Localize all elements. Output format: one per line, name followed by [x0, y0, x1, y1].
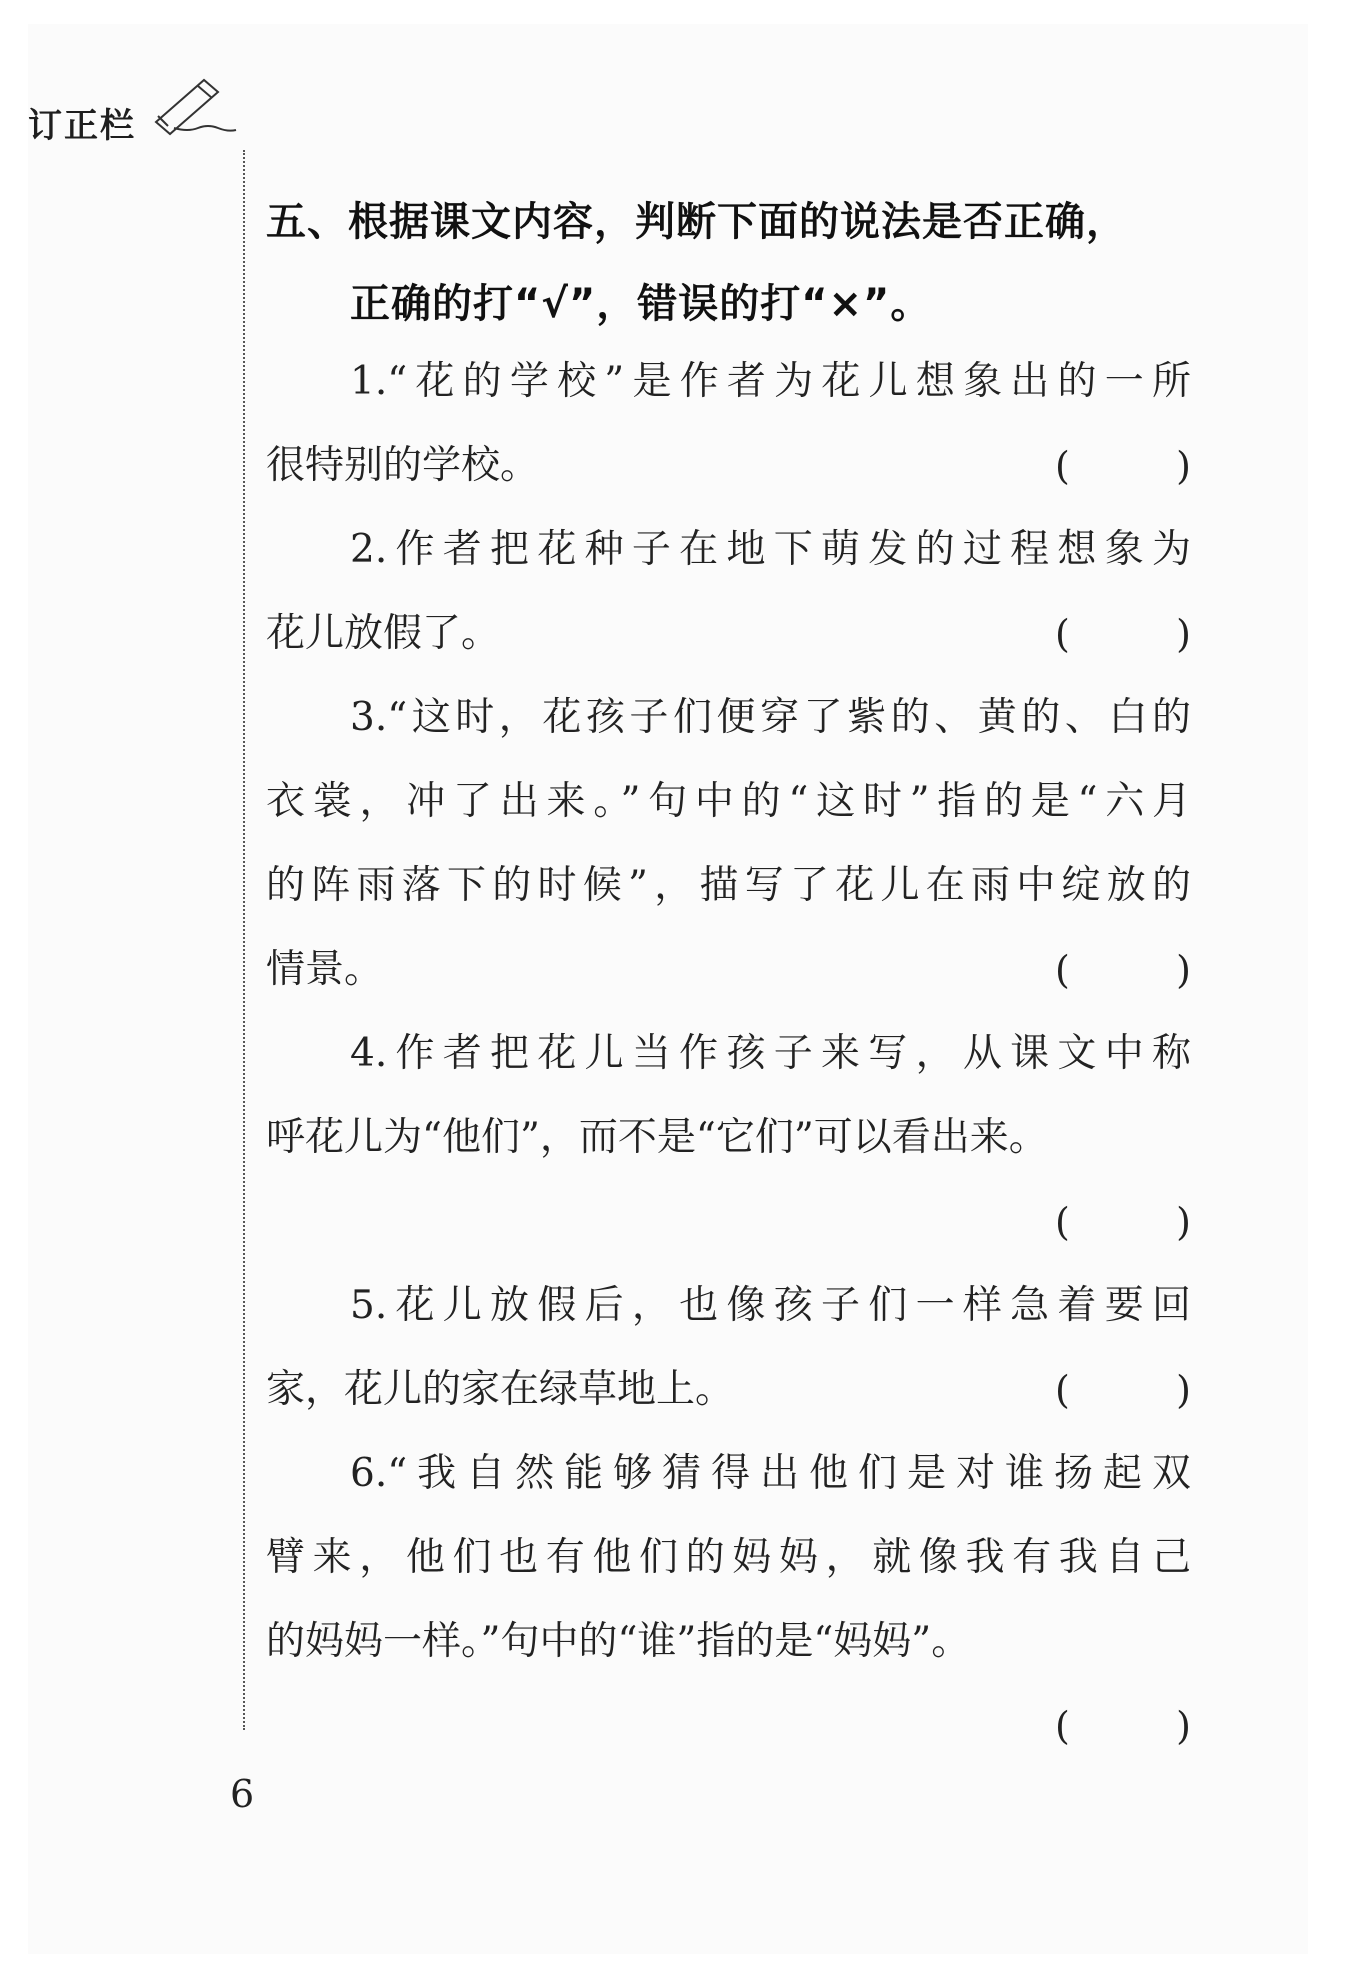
section-heading-instructions: 正确的打“√”，错误的打“×”。 [350, 281, 932, 327]
page-number: 6 [230, 1772, 255, 1816]
item-6-line-1: 6.“我自然能够猜得出他们是对谁扬起双 [350, 1451, 1191, 1496]
item-2-line-1: 2.作者把花种子在地下萌发的过程想象为 [350, 527, 1191, 572]
margin-divider [243, 150, 245, 1730]
answer-box-1[interactable]: ( ) [1055, 444, 1191, 488]
item-3-line-1: 3.“这时，花孩子们便穿了紫的、黄的、白的 [350, 695, 1191, 740]
answer-box-3[interactable]: ( ) [1055, 948, 1191, 992]
correction-column-label: 订正栏 [28, 106, 136, 146]
item-1-line-1: 1.“花的学校”是作者为花儿想象出的一所 [350, 359, 1191, 404]
answer-box-6[interactable]: ( ) [1055, 1704, 1191, 1748]
item-5-line-2: 家，花儿的家在绿草地上。 [266, 1367, 735, 1412]
item-6-line-3: 的妈妈一样。”句中的“谁”指的是“妈妈”。 [266, 1619, 971, 1664]
answer-box-4[interactable]: ( ) [1055, 1200, 1191, 1244]
item-1-line-2: 很特别的学校。 [266, 443, 540, 488]
item-5-line-1: 5.花儿放假后，也像孩子们一样急着要回 [350, 1283, 1191, 1328]
item-3-line-4: 情景。 [266, 947, 384, 992]
pencil-icon [148, 78, 238, 138]
section-heading: 五、根据课文内容，判断下面的说法是否正确， [266, 199, 1127, 245]
item-2-line-2: 花儿放假了。 [266, 611, 501, 656]
item-6-line-2: 臂来，他们也有他们的妈妈，就像我有我自己 [266, 1535, 1191, 1580]
item-3-line-2: 衣裳，冲了出来。”句中的“这时”指的是“六月 [266, 779, 1191, 824]
answer-box-2[interactable]: ( ) [1055, 612, 1191, 656]
answer-box-5[interactable]: ( ) [1055, 1368, 1191, 1412]
item-4-line-2: 呼花儿为“他们”，而不是“它们”可以看出来。 [266, 1115, 1048, 1160]
item-4-line-1: 4.作者把花儿当作孩子来写，从课文中称 [350, 1031, 1191, 1076]
item-3-line-3: 的阵雨落下的时候”，描写了花儿在雨中绽放的 [266, 863, 1191, 908]
